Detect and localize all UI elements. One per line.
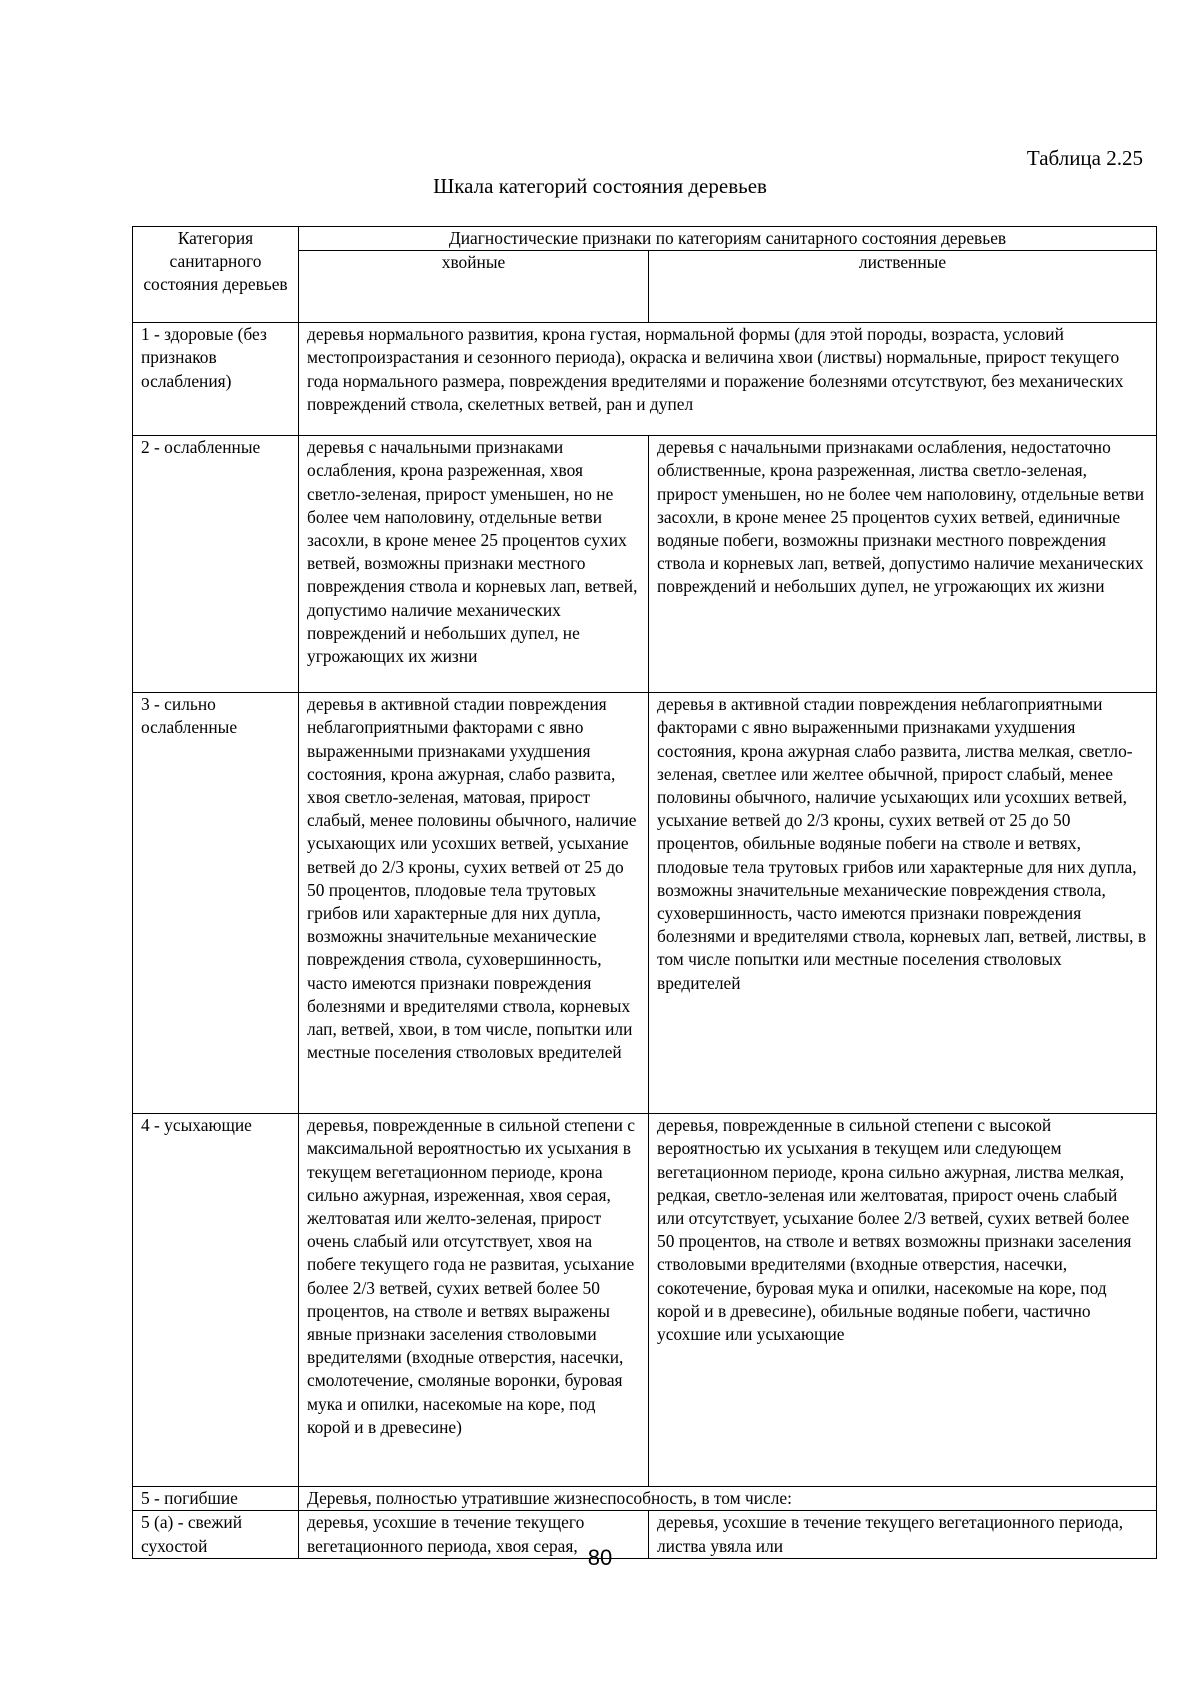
header-deciduous: лиственные [649,251,1157,323]
page-number: 80 [587,1545,613,1570]
row-category: 2 - ослабленные [133,436,299,693]
row-deciduous: деревья, усохшие в течение текущего вегетационного периода, листва увяла или [649,1511,1157,1558]
table-row [133,1114,1157,1487]
row-category: 5 (а) - свежий сухостой [133,1511,299,1558]
row-category: 5 - погибшие [133,1487,299,1511]
row-category: 1 - здоровые (без признаков ослабления) [133,323,299,436]
row-deciduous: деревья с начальными признаками ослабления, недостаточно облиственные, крона разреженная, листва светло-зеленая, прирост уменьшен, но не более чем наполовину, отдельные ветви засохли, в кроне менее 25 процентов сухих ветвей, единичные водяные побеги, возможны признаки местного повреждения ствола и корневых лап, ветвей, допустимо наличие механических повреждений и небольших дупел, не угрожающих их жизни [649,436,1157,693]
row-category: 4 - усыхающие [133,1114,299,1487]
table-row [133,436,1157,693]
row-deciduous: деревья в активной стадии повреждения неблагоприятными факторами с явно выраженными признаками ухудшения состояния, крона ажурная слабо развита, листва мелкая, светло-зеленая, светлее или желтее обычной, прирост слабый, менее половины обычного, наличие усыхающих или усохших ветвей, усыхание ветвей до 2/3 кроны, сухих ветвей от 25 до 50 процентов, обильные водяные побеги на стволе и ветвях, плодовые тела трутовых грибов или характерные для них дупла, возможны значительные механические повреждения ствола, суховершинность, часто имеются признаки повреждения болезнями и вредителями ствола, корневых лап, ветвей, листвы, в том числе попытки или местные поселения стволовых вредителей [649,693,1157,1114]
table-row [133,323,1157,436]
table-number: Таблица 2.25 [1026,146,1143,170]
row-coniferous: деревья с начальными признаками ослабления, крона разреженная, хвоя светло-зеленая, прирост уменьшен, но не более чем наполовину, отдельные ветви засохли, в кроне менее 25 процентов сухих ветвей, возможны признаки местного повреждения ствола и корневых лап, ветвей, допустимо наличие механических повреждений и небольших дупел, не угрожающих их жизни [299,436,649,693]
row-description: Деревья, полностью утратившие жизнеспособность, в том числе: [299,1487,1157,1511]
row-deciduous: деревья, поврежденные в сильной степени с высокой вероятностью их усыхания в текущем или следующем вегетационном периоде, крона сильно ажурная, листва мелкая, редкая, светло-зеленая или желтоватая, прирост очень слабый или отсутствует, усыхание более 2/3 ветвей, сухих ветвей более 50 процентов, на стволе и ветвях возможны признаки заселения стволовыми вредителями (входные отверстия, насечки, сокотечение, буровая мука и опилки, насекомые на коре, под корой и в древесине), обильные водяные побеги, частично усохшие или усыхающие [649,1114,1157,1487]
table-row [133,693,1157,1114]
row-coniferous: деревья, поврежденные в сильной степени с максимальной вероятностью их усыхания в текущем вегетационном периоде, крона сильно ажурная, изреженная, хвоя серая, желтоватая или желто-зеленая, прирост очень слабый или отсутствует, хвоя на побеге текущего года не развитая, усыхание более 2/3 ветвей, сухих ветвей более 50 процентов, на стволе и ветвях выражены явные признаки заселения стволовыми вредителями (входные отверстия, насечки, смолотечение, смоляные воронки, буровая мука и опилки, насекомые на коре, под корой и в древесине) [299,1114,649,1487]
header-row-1 [133,227,1157,251]
row-coniferous: деревья, усохшие в течение текущего вегетационного периода, хвоя серая, [299,1511,649,1558]
header-category: Категория санитарного состояния деревьев [133,227,299,323]
header-coniferous: хвойные [299,251,649,323]
condition-scale-table [132,226,1157,1559]
row-coniferous: деревья в активной стадии повреждения неблагоприятными факторами с явно выраженными признаками ухудшения состояния, крона ажурная, слабо развита, хвоя светло-зеленая, матовая, прирост слабый, менее половины обычного, наличие усыхающих или усохших ветвей, усыхание ветвей до 2/3 кроны, сухих ветвей от 25 до 50 процентов, плодовые тела трутовых грибов или характерные для них дупла, возможны значительные механические повреждения ствола, суховершинность, часто имеются признаки повреждения болезнями и вредителями ствола, корневых лап, ветвей, хвои, в том числе, попытки или местные поселения стволовых вредителей [299,693,649,1114]
row-category: 3 - сильно ослабленные [133,693,299,1114]
header-diagnostic: Диагностические признаки по категориям санитарного состояния деревьев [299,227,1157,251]
table-title: Шкала категорий состояния деревьев [433,174,767,198]
row-description: деревья нормального развития, крона густая, нормальной формы (для этой породы, возраста, условий местопроизрастания и сезонного периода), окраска и величина хвои (листвы) нормальные, прирост текущего года нормального размера, повреждения вредителями и поражение болезнями отсутствуют, без механических повреждений ствола, скелетных ветвей, ран и дупел [299,323,1157,436]
table-row [133,1487,1157,1511]
